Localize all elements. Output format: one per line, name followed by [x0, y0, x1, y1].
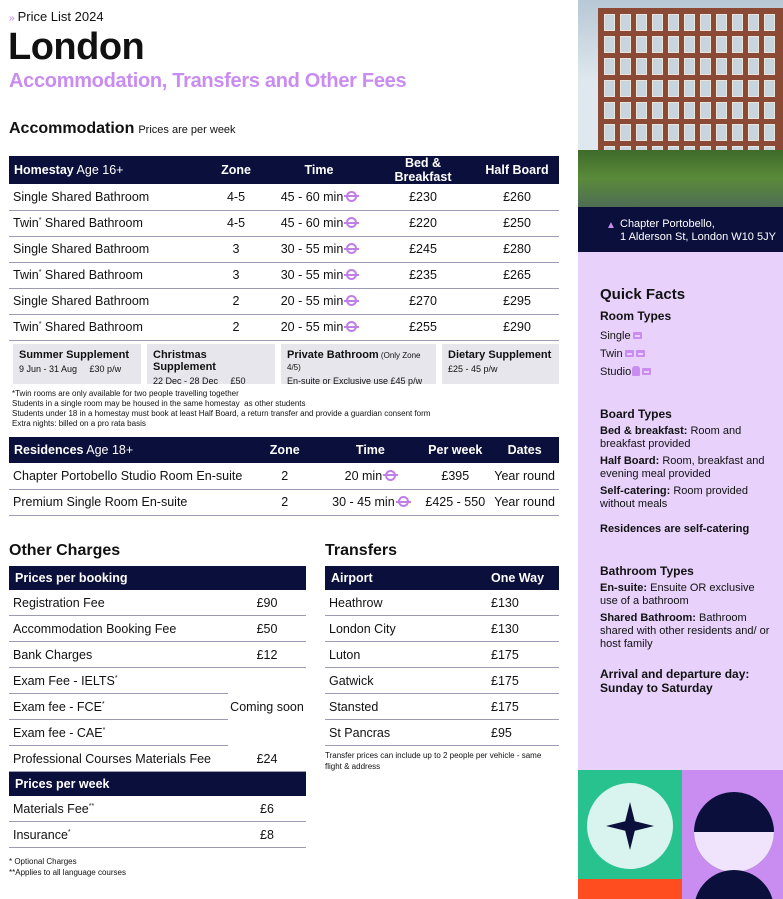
- table-row: [9, 642, 306, 668]
- room-bath: Shared Bathroom: [51, 242, 150, 256]
- room-bath: Shared Bathroom: [44, 268, 143, 282]
- charge-value: £12: [256, 647, 278, 662]
- time-cell: [267, 210, 371, 236]
- window-shape: [700, 58, 711, 75]
- arrival-departure: Arrival and departure day: Sunday to Saturday: [600, 667, 750, 695]
- note-line: Extra nights: billed on a pro rata basis: [12, 419, 146, 428]
- time-cell: [321, 489, 421, 515]
- table-row: [9, 210, 559, 236]
- window-shape: [732, 36, 743, 53]
- time-cell: [267, 236, 371, 262]
- table-row: [325, 668, 559, 694]
- room-types-title: Room Types: [600, 309, 672, 323]
- transfer-price: £175: [491, 699, 519, 714]
- photo-caption: [578, 207, 783, 252]
- room-studio: Studio: [600, 366, 632, 378]
- note-line: *Twin rooms are only available for two people travelling together: [12, 389, 239, 398]
- window-shape: [684, 14, 695, 31]
- window-shape: [764, 14, 775, 31]
- caption-line-1: Chapter Portobello,: [620, 218, 715, 230]
- supplement-line: 22 Dec - 28 Dec £50: [153, 376, 246, 386]
- bed-icon: [633, 332, 642, 339]
- supplement-title: Christmas Supplement: [153, 349, 216, 373]
- note-line: Students in a single room may be housed in the same homestay as other students: [12, 399, 306, 408]
- footnote-mark: *: [114, 674, 118, 682]
- supplement-dietary: [442, 344, 559, 384]
- exam-label: Exam Fee - IELTS: [13, 673, 115, 688]
- window-shape: [652, 102, 663, 119]
- room-bath: Shared Bathroom: [44, 320, 143, 334]
- week-head: Prices per week: [9, 772, 306, 796]
- transfer-price: £95: [491, 725, 512, 740]
- airport-name: St Pancras: [329, 725, 391, 740]
- supplement-line: En-suite or Exclusive use £45 p/w: [287, 376, 423, 386]
- tile-orange: [578, 879, 682, 899]
- sc-text: Room provided without meals: [600, 485, 748, 510]
- time-cell: [267, 288, 371, 314]
- transfer-price: £130: [491, 595, 519, 610]
- window-shape: [700, 14, 711, 31]
- zone-cell: 4-5: [205, 210, 267, 236]
- decorative-tiles: [578, 770, 783, 899]
- time-cell: [267, 262, 371, 288]
- footnote-mark: **: [88, 802, 95, 810]
- hb-price: £280: [475, 236, 559, 262]
- bb-label: Bed & breakfast:: [600, 425, 688, 437]
- homestay-col-zone: Zone: [221, 163, 251, 177]
- charge-label: Bank Charges: [13, 647, 93, 662]
- quick-facts: [600, 286, 770, 695]
- table-row: [9, 262, 559, 288]
- transfer-price: £175: [491, 673, 519, 688]
- prof-label: Professional Courses Materials Fee: [13, 751, 211, 766]
- bed-icon: [625, 350, 634, 357]
- window-shape: [620, 14, 631, 31]
- window-shape: [748, 80, 759, 97]
- supplement-small: (Only Zone 4/5): [287, 351, 421, 372]
- building-shape: [598, 8, 783, 168]
- homestay-col-hb: Half Board: [485, 163, 549, 177]
- table-row: [9, 489, 559, 515]
- footnote-mark: *: [38, 320, 42, 328]
- room-bath: Shared Bathroom: [51, 189, 150, 204]
- supplement-line: 9 Jun - 31 Aug £30 p/w: [19, 364, 122, 374]
- board-types-title: Board Types: [600, 407, 672, 421]
- underground-icon: [346, 243, 357, 254]
- table-row: [9, 288, 559, 314]
- airport-name: Gatwick: [329, 673, 374, 688]
- insurance-label: Insurance: [13, 827, 68, 842]
- residences-col-time: Time: [355, 443, 385, 457]
- bb-price: £230: [371, 184, 475, 210]
- window-shape: [604, 36, 615, 53]
- exam-label: Exam fee - FCE: [13, 699, 102, 714]
- footnote-mark: *: [102, 726, 106, 734]
- supplement-christmas: [147, 344, 275, 384]
- window-shape: [716, 102, 727, 119]
- window-shape: [716, 58, 727, 75]
- person-icon: [632, 366, 640, 376]
- residences-head: [9, 437, 249, 463]
- zone-cell: 2: [249, 463, 321, 489]
- residences-head-age: Age 18+: [83, 443, 134, 457]
- room-bath: Shared Bathroom: [51, 294, 150, 308]
- tile-lilac: [682, 770, 783, 899]
- time-cell: [321, 463, 421, 489]
- footnote-mark: *: [38, 268, 42, 276]
- window-shape: [716, 124, 727, 141]
- residences-col-price: Per week: [428, 443, 483, 457]
- window-shape: [700, 102, 711, 119]
- hb-price: £260: [475, 184, 559, 210]
- transfers-col-airport: Airport: [331, 571, 373, 585]
- underground-icon: [346, 321, 357, 332]
- supplement-summer: [13, 344, 141, 384]
- time-cell: [267, 184, 371, 210]
- window-shape: [684, 124, 695, 141]
- other-charges-table: [9, 566, 306, 878]
- residence-dates: Year round: [490, 463, 559, 489]
- room-cell: [9, 184, 205, 210]
- table-row: [9, 616, 306, 642]
- window-shape: [668, 14, 679, 31]
- page-subtitle: Accommodation, Transfers and Other Fees: [9, 70, 407, 92]
- exam-group: [9, 668, 306, 746]
- window-shape: [732, 80, 743, 97]
- window-shape: [684, 36, 695, 53]
- footnote-all-courses: **Applies to all language courses: [9, 868, 126, 877]
- window-shape: [668, 102, 679, 119]
- table-row: [9, 463, 559, 489]
- table-row: [9, 236, 559, 262]
- ensuite-text: Ensuite OR exclusive use of a bathroom: [600, 582, 755, 607]
- doc-label-text: Price List 2024: [17, 9, 104, 24]
- tile-green: [578, 770, 682, 879]
- window-shape: [652, 36, 663, 53]
- supplement-line: £25 - 45 p/w: [448, 364, 498, 374]
- coming-soon: Coming soon: [228, 668, 306, 746]
- bed-icon: [636, 350, 645, 357]
- window-shape: [652, 58, 663, 75]
- airport-name: London City: [329, 621, 396, 636]
- canal-greenery: [578, 150, 783, 207]
- charge-label: Accommodation Booking Fee: [13, 621, 177, 636]
- window-shape: [668, 80, 679, 97]
- bb-price: £245: [371, 236, 475, 262]
- underground-icon: [346, 269, 357, 280]
- room-type: Single: [13, 294, 48, 308]
- window-shape: [716, 14, 727, 31]
- underground-icon: [398, 496, 409, 507]
- window-shape: [620, 124, 631, 141]
- window-shape: [684, 102, 695, 119]
- time-text: 30 - 55 min: [280, 268, 344, 282]
- transfers-col-oneway: One Way: [491, 571, 545, 585]
- charge-value: £50: [256, 621, 278, 636]
- homestay-col-time: Time: [304, 163, 334, 177]
- bb-price: £235: [371, 262, 475, 288]
- table-row: [325, 720, 559, 746]
- time-text: 30 - 45 min: [332, 495, 395, 509]
- room-cell: [9, 236, 205, 262]
- exam-label: Exam fee - CAE: [13, 725, 103, 740]
- room-single: Single: [600, 330, 631, 342]
- bb-price: £270: [371, 288, 475, 314]
- window-shape: [732, 58, 743, 75]
- window-shape: [620, 36, 631, 53]
- footnote-mark: *: [67, 828, 71, 836]
- time-cell: [267, 314, 371, 340]
- time-text: 45 - 60 min: [280, 216, 344, 230]
- city-title: London: [8, 26, 145, 68]
- time-text: 30 - 55 min: [280, 242, 344, 256]
- hb-price: £250: [475, 210, 559, 236]
- window-shape: [700, 80, 711, 97]
- room-twin: Twin: [600, 348, 623, 360]
- residences-head-name: Residences: [14, 443, 84, 457]
- transfer-price: £130: [491, 621, 519, 636]
- zone-cell: 2: [205, 288, 267, 314]
- room-type: Single: [13, 189, 48, 204]
- window-shape: [604, 102, 615, 119]
- window-shape: [716, 80, 727, 97]
- shared-label: Shared Bathroom:: [600, 612, 696, 624]
- footnote-mark: *: [38, 216, 42, 224]
- table-row: [9, 822, 306, 848]
- other-charges-heading: Other Charges: [9, 542, 121, 559]
- caption-line-2: 1 Alderson St, London W10 5JY: [620, 231, 776, 243]
- residences-col-zone: Zone: [269, 443, 300, 457]
- accommodation-notes: [12, 389, 430, 429]
- residence-price: £425 - 550: [420, 489, 490, 515]
- zone-cell: 3: [205, 236, 267, 262]
- building-photo: [578, 0, 783, 207]
- window-shape: [668, 36, 679, 53]
- transfer-price: £175: [491, 647, 519, 662]
- supplement-title: Dietary Supplement: [448, 349, 552, 361]
- table-row: [325, 694, 559, 720]
- window-shape: [700, 36, 711, 53]
- window-shape: [764, 36, 775, 53]
- bb-price: £255: [371, 314, 475, 340]
- residence-name: Premium Single Room En-suite: [9, 489, 249, 515]
- underground-icon: [346, 217, 357, 228]
- airport-name: Luton: [329, 647, 361, 662]
- time-text: 45 - 60 min: [280, 189, 344, 204]
- window-shape: [764, 102, 775, 119]
- quick-facts-title: Quick Facts: [600, 286, 686, 303]
- supplement-title: Private Bathroom: [287, 349, 379, 361]
- time-text: 20 min: [344, 468, 383, 483]
- window-shape: [748, 124, 759, 141]
- triangle-icon: ▲: [606, 220, 616, 231]
- underground-icon: [346, 295, 357, 306]
- materials-label: Materials Fee: [13, 801, 89, 816]
- bathroom-types-title: Bathroom Types: [600, 564, 694, 578]
- table-row: [9, 796, 306, 822]
- table-row: [325, 642, 559, 668]
- residence-name: Chapter Portobello Studio Room En-suite: [9, 463, 249, 489]
- prof-value: £24: [256, 751, 278, 766]
- half-circle-shape: [694, 870, 774, 899]
- time-text: 20 - 55 min: [280, 294, 344, 308]
- supplement-private-bathroom: [281, 344, 436, 384]
- window-shape: [748, 14, 759, 31]
- zone-cell: 2: [205, 314, 267, 340]
- window-shape: [668, 58, 679, 75]
- transfers-heading: Transfers: [325, 542, 398, 559]
- shared-text: Bathroom shared with other residents and/ or host family: [600, 612, 770, 650]
- room-type: Single: [13, 242, 48, 256]
- time-text: 20 - 55 min: [280, 320, 344, 334]
- window-shape: [636, 14, 647, 31]
- window-shape: [636, 36, 647, 53]
- bb-price: £220: [371, 210, 475, 236]
- table-row: [9, 590, 306, 616]
- bb-text: Room and breakfast provided: [600, 425, 742, 450]
- zone-cell: 4-5: [205, 184, 267, 210]
- doc-label: [9, 9, 104, 24]
- window-shape: [604, 80, 615, 97]
- window-shape: [652, 14, 663, 31]
- table-row: [9, 184, 559, 210]
- table-row: [325, 590, 559, 616]
- window-shape: [748, 36, 759, 53]
- table-row: [9, 314, 559, 340]
- sc-label: Self-catering:: [600, 485, 671, 497]
- transfers-note: Transfer prices can include up to 2 people per vehicle - same flight & address: [325, 751, 542, 771]
- window-shape: [636, 124, 647, 141]
- window-shape: [668, 124, 679, 141]
- window-shape: [652, 124, 663, 141]
- homestay-head: [9, 156, 205, 184]
- accommodation-heading: [9, 120, 236, 138]
- transfers-head: [325, 566, 559, 590]
- half-circle-shape: [694, 832, 774, 872]
- zone-cell: 3: [205, 262, 267, 288]
- ensuite-label: En-suite:: [600, 582, 648, 594]
- window-shape: [764, 58, 775, 75]
- airport-name: Stansted: [329, 699, 379, 714]
- footnote-optional: * Optional Charges: [9, 857, 77, 866]
- homestay-head-age: Age 16+: [73, 163, 124, 177]
- insurance-value: £8: [260, 827, 274, 842]
- room-cell: [9, 262, 205, 288]
- bed-icon: [642, 368, 651, 375]
- accommodation-note: Prices are per week: [138, 124, 236, 136]
- materials-value: £6: [260, 801, 274, 816]
- hb-price: £295: [475, 288, 559, 314]
- residence-dates: Year round: [490, 489, 559, 515]
- window-shape: [732, 14, 743, 31]
- window-shape: [604, 58, 615, 75]
- window-shape: [732, 102, 743, 119]
- room-type: Twin: [13, 216, 39, 230]
- homestay-col-bb: Bed & Breakfast: [394, 156, 452, 184]
- window-shape: [748, 102, 759, 119]
- footnote-mark: *: [101, 700, 105, 708]
- accommodation-title: Accommodation: [9, 120, 135, 137]
- homestay-head-name: Homestay: [14, 163, 74, 177]
- window-shape: [764, 80, 775, 97]
- charge-value: £90: [256, 595, 278, 610]
- window-shape: [636, 58, 647, 75]
- room-cell: [9, 288, 205, 314]
- table-row: [9, 746, 306, 772]
- residences-col-dates: Dates: [507, 443, 542, 457]
- room-type: Twin: [13, 320, 39, 334]
- hb-price: £265: [475, 262, 559, 288]
- hb-price: £290: [475, 314, 559, 340]
- window-shape: [636, 80, 647, 97]
- window-shape: [620, 102, 631, 119]
- supplement-title: Summer Supplement: [19, 349, 130, 361]
- double-chevron-icon: »: [9, 13, 15, 24]
- room-cell: [9, 314, 205, 340]
- room-bath: Shared Bathroom: [44, 216, 143, 230]
- zone-cell: 2: [249, 489, 321, 515]
- homestay-table: [9, 156, 559, 341]
- residence-price: £395: [420, 463, 490, 489]
- table-row: [325, 616, 559, 642]
- window-shape: [732, 124, 743, 141]
- charge-label: Registration Fee: [13, 595, 105, 610]
- window-shape: [620, 58, 631, 75]
- room-type: Twin: [13, 268, 39, 282]
- note-line: Students under 18 in a homestay must book at least Half Board, a return transfer and provide a guardian consent form: [12, 409, 431, 418]
- window-shape: [604, 124, 615, 141]
- window-shape: [652, 80, 663, 97]
- window-shape: [604, 14, 615, 31]
- window-shape: [620, 80, 631, 97]
- underground-icon: [346, 191, 357, 202]
- booking-head: Prices per booking: [9, 566, 306, 590]
- window-shape: [716, 36, 727, 53]
- window-shape: [748, 58, 759, 75]
- transfers-table: [325, 566, 559, 772]
- hb-text: Room, breakfast and evening meal provided: [600, 455, 765, 480]
- residences-table: [9, 437, 559, 516]
- side-panel: [578, 0, 783, 899]
- airport-name: Heathrow: [329, 595, 383, 610]
- residences-self-catering: Residences are self-catering: [600, 523, 750, 535]
- room-cell: [9, 210, 205, 236]
- underground-icon: [385, 470, 396, 481]
- window-shape: [636, 102, 647, 119]
- window-shape: [684, 80, 695, 97]
- hb-label: Half Board:: [600, 455, 660, 467]
- window-shape: [684, 58, 695, 75]
- window-shape: [700, 124, 711, 141]
- window-shape: [764, 124, 775, 141]
